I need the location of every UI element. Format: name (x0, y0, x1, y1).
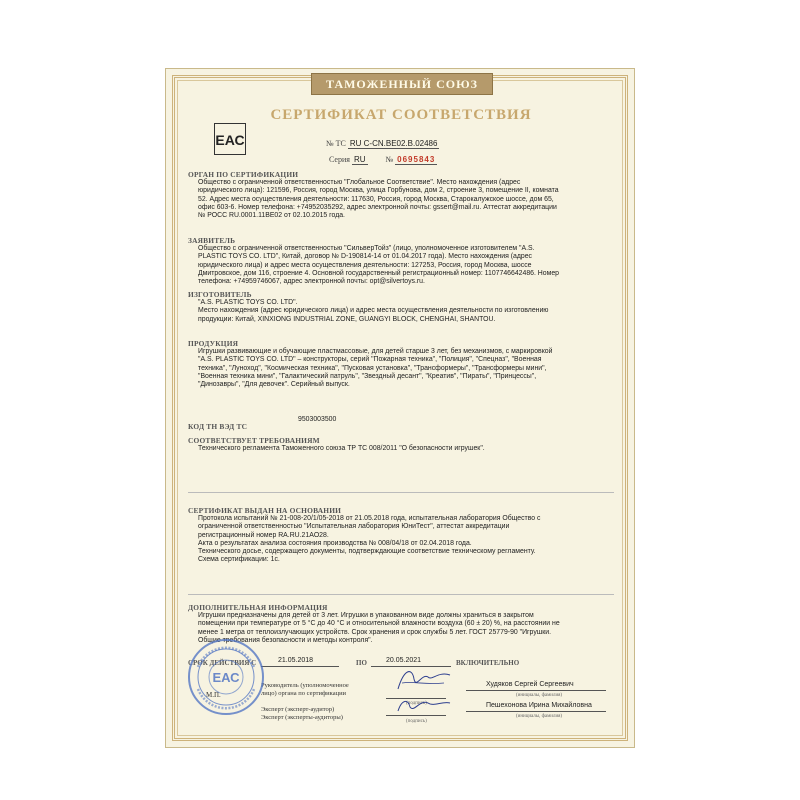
validity-from-label: СРОК ДЕЙСТВИЯ С (188, 659, 257, 667)
text-line: ограниченной ответственностью "Испытательная лаборатория ЮниТест", аттестат аккредитации (198, 523, 510, 531)
section-heading: ЗАЯВИТЕЛЬ (188, 236, 236, 245)
section-heading: ОРГАН ПО СЕРТИФИКАЦИИ (188, 170, 299, 179)
text-line: Игрушки развивающие и обучающие пластмассовые, для детей старше 3 лет, без механизмов, с маркировкой (198, 348, 553, 355)
text-line: PLASTIC TOYS CO. LTD", Китай, договор № D-190814-14 от 01.04.2017 года). Место нахождения (адрес (198, 253, 532, 261)
text-line: "Военная техника мини", "Галактический патруль", "Звездный десант", "Креатив", "Пираты", "Принцессы", (198, 372, 537, 380)
expert-name-line (466, 702, 606, 712)
expert-name: Пешехонова Ирина Михайловна (486, 702, 592, 709)
text-line: Общество с ограниченной ответственностью "Глобальное Соответствие". Место нахождения (адрес (198, 179, 521, 186)
text-line: 52. Адрес места осуществления деятельности: 117630, Россия, город Москва, Старокалужское шоссе, дом 65, (198, 195, 554, 203)
text-line: Общество с ограниченной ответственностью "СильверТойз" (лицо, уполномоченное изготовителем "A.S. (198, 245, 535, 252)
eac-logo-text: ЕАС (215, 132, 245, 148)
series-row (329, 155, 437, 164)
section-applicant (188, 236, 620, 286)
validity-date-from: 21.05.2018 (278, 657, 314, 664)
head-label-line2: лицо) органа по сертификации (261, 690, 347, 697)
series-label: Серия (329, 155, 350, 164)
blank-number-label: № (385, 155, 394, 164)
section-text (188, 179, 620, 220)
text-line: Акта о результатах анализа состояния производства № 008/04/18 от 02.04.2018 года. (198, 539, 472, 547)
text-line: Общие требования безопасности и методы контроля". (198, 636, 373, 644)
section-product (188, 339, 620, 389)
head-name-line (466, 681, 606, 691)
text-line: "A.S. PLASTIC TOYS CO. LTD" – конструкторы, серий "Пожарная техника", "Полиция", "Спецназ", "Военная (198, 356, 542, 364)
text-line: "Динозавры", "Для девочек". Серийный выпуск. (198, 381, 350, 389)
text-line: продукции: Китай, XINXIONG INDUSTRIAL ZONE, GUANGYI BLOCK, CHENGHAI, SHANTOU. (198, 315, 496, 323)
validity-inclusive-label: ВКЛЮЧИТЕЛЬНО (456, 659, 520, 667)
certificate-number: RU C-CN.BE02.B.02486 (349, 139, 438, 148)
section-text (188, 299, 620, 324)
divider (188, 492, 614, 493)
expert-label-line1: Эксперт (эксперт-аудитор) (261, 706, 335, 713)
text-line: № РОСС RU.0001.11BE02 от 02.10.2015 года. (198, 212, 345, 220)
expert-signature-icon (394, 695, 454, 715)
head-signature-icon (394, 665, 454, 695)
text-line: техника", "Луноход", "Космическая техника", "Пусковая установка", "Трансформеры", "Трансформеры мини", (198, 364, 547, 372)
number-label: № ТС (326, 139, 346, 148)
section-heading: КОД ТН ВЭД ТС (188, 422, 248, 431)
text-line: помещении при температуре от 5 °С до 40 °С и относительной влажности воздуха (60 ± 20) %, на расстоянии не (198, 620, 560, 628)
text-line: юридического лица): 121596, Россия, город Москва, улица Горбунова, дом 2, строение 3, помещение II, комната (198, 187, 559, 195)
tn-ved-code: 9503003500 (298, 416, 337, 423)
section-text (188, 515, 620, 565)
series-value: RU (353, 155, 366, 164)
text-line: Схема сертификации: 1с. (198, 556, 280, 564)
head-label-line1: Руководитель (уполномоченное (261, 682, 349, 689)
text-line: менее 1 метра от теплоизлучающих устройств. Срок хранения и срок службы 5 лет. ГОСТ 25779-90 "Игрушки. (198, 628, 552, 636)
certificate-number-row (326, 139, 439, 148)
validity-to-label: ПО (356, 659, 367, 667)
signature-caption: (подпись) (406, 719, 427, 724)
text-line: Место нахождения (адрес юридического лица) и адрес места осуществления деятельности по изготовлению (198, 307, 549, 315)
section-heading: СЕРТИФИКАТ ВЫДАН НА ОСНОВАНИИ (188, 506, 342, 515)
seal-place-label: М.П. (206, 691, 221, 699)
text-line: Технического досье, содержащего документы, подтверждающие соответствие техническому регламенту. (198, 548, 536, 556)
text-line: офис 603-6. Номер телефона: +74952035292, адрес электронной почты: gssert@mail.ru. Аттестат аккредитации (198, 203, 557, 211)
certificate-title: СЕРТИФИКАТ СООТВЕТСТВИЯ (270, 107, 532, 123)
section-heading: ИЗГОТОВИТЕЛЬ (188, 290, 252, 299)
head-name: Худяков Сергей Сергеевич (486, 681, 574, 688)
text-line: телефона: +74959746067, адрес электронной почты: opt@silvertoys.ru. (198, 278, 425, 286)
section-heading: СООТВЕТСТВУЕТ ТРЕБОВАНИЯМ (188, 436, 320, 445)
text-line: Технического регламента Таможенного союза ТР ТС 008/2011 "О безопасности игрушек". (198, 445, 485, 452)
section-tn-ved (188, 416, 620, 434)
stamp-eac-text: ЕАС (212, 670, 240, 685)
name-caption: (инициалы, фамилия) (516, 714, 563, 719)
section-manufacturer (188, 290, 620, 324)
section-text (188, 445, 620, 453)
text-line: юридического лица) и адрес места осуществления деятельности: 127253, Россия, город Москва, шоссе (198, 261, 532, 269)
blank-serial-number: 0695843 (397, 155, 436, 164)
divider (188, 594, 614, 595)
text-line: "A.S. PLASTIC TOYS CO. LTD". (198, 299, 298, 306)
validity-date-to: 20.05.2021 (386, 657, 422, 664)
section-basis (188, 506, 620, 565)
section-text (188, 245, 620, 286)
name-caption: (инициалы, фамилия) (516, 693, 563, 698)
text-line: Протокола испытаний № 21-008-20/1/05-2018 от 21.05.2018 года, испытательная лаборатория Общество с (198, 515, 541, 522)
section-text (188, 348, 620, 389)
eac-logo-icon (214, 123, 246, 155)
text-line: регистрационный номер RA.RU.21AO28. (198, 531, 329, 539)
section-heading: ПРОДУКЦИЯ (188, 339, 239, 348)
section-conforms (188, 436, 620, 453)
section-certification-body (188, 170, 620, 220)
expert-label-line2: Эксперт (эксперты-аудиторы) (261, 714, 343, 721)
certification-stamp-icon (186, 637, 266, 717)
text-line: Игрушки предназначены для детей от 3 лет. Игрушки в упакованном виде должны храниться в закрытом (198, 612, 534, 619)
signature-caption: (подпись) (406, 701, 427, 706)
text-line: Дмитровское, дом 116, строение 4. Основной государственный регистрационный номер: 1107746642486. Номер (198, 269, 560, 277)
customs-union-banner: ТАМОЖЕННЫЙ СОЮЗ (311, 73, 493, 95)
certificate-document (165, 68, 635, 748)
section-heading: ДОПОЛНИТЕЛЬНАЯ ИНФОРМАЦИЯ (188, 603, 328, 612)
